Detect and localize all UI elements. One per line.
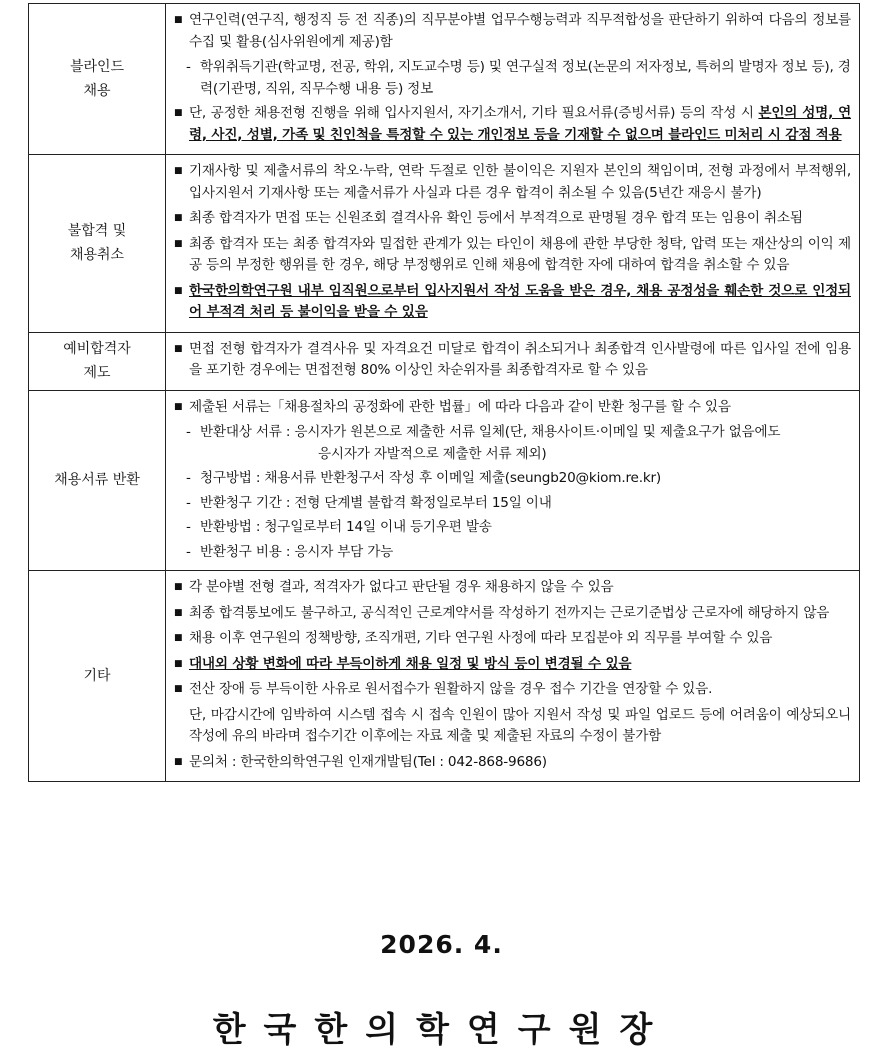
sub-item [174, 444, 851, 466]
bullet-item [174, 654, 851, 676]
section-content [166, 4, 860, 155]
emphasized-text: 한국한의학연구원 내부 임직원으로부터 입사지원서 작성 도움을 받은 경우, 채용 공정성을 훼손한 것으로 인정되어 부적격 처리 등 불이익을 받을 수 있음 [189, 282, 851, 320]
item-text: 각 분야별 전형 결과, 적격자가 없다고 판단될 경우 채용하지 않을 수 있음 [189, 579, 614, 595]
item-text: 청구방법 : 채용서류 반환청구서 작성 후 이메일 제출(seungb20@kiom.re.kr) [200, 470, 661, 486]
sub-item [174, 422, 851, 444]
item-text: 채용 이후 연구원의 정책방향, 조직개편, 기타 연구원 사정에 따라 모집분야 외 직무를 부여할 수 있음 [189, 630, 773, 646]
item-text: 문의처 : 한국한의학연구원 인재개발팀(Tel : 042-868-9686) [189, 753, 547, 770]
sub-item [174, 517, 851, 539]
item-text: 반환대상 서류 : 응시자가 원본으로 제출한 서류 일체(단, 채용사이트·이메일 및 제출요구가 없음에도 [200, 424, 781, 440]
item-text: 반환청구 비용 : 응시자 부담 가능 [200, 543, 394, 560]
section-label-text: 기타 [83, 668, 111, 684]
sub-item [174, 57, 851, 100]
section-label-text: 예비합격자 제도 [63, 341, 131, 381]
section-label-text: 채용서류 반환 [54, 472, 140, 489]
section-label [29, 332, 166, 390]
item-text: 최종 합격자가 면접 또는 신원조회 결격사유 확인 등에서 부적격으로 판명될 경우 합격 또는 임용이 취소됨 [189, 210, 803, 226]
bullet-item [174, 10, 851, 53]
item-text: 연구인력(연구직, 행정직 등 전 직종)의 직무분야별 업무수행능력과 직무적합성을 판단하기 위하여 다음의 정보를 수집 및 활용(심사위원에게 제공)함 [189, 12, 851, 50]
section-row [29, 155, 860, 333]
bullet-item [174, 281, 851, 324]
bullet-item [174, 234, 851, 277]
section-row [29, 4, 860, 155]
item-text: 전산 장애 등 부득이한 사유로 원서접수가 원활하지 않을 경우 접수 기간을 연장할 수 있음. [189, 681, 713, 697]
item-text: 최종 합격통보에도 불구하고, 공식적인 근로계약서를 작성하기 전까지는 근로기준법상 근로자에 해당하지 않음 [189, 604, 830, 621]
section-label [29, 571, 166, 782]
item-text: 학위취득기관(학교명, 전공, 학위, 지도교수명 등) 및 연구실적 정보(논문의 저자정보, 특허의 발명자 정보 등), 경력(기관명, 직위, 직무수행 내용 등) 정보 [200, 59, 851, 97]
bullet-item [174, 208, 851, 230]
item-text: 단, 마감시간에 임박하여 시스템 접속 시 접속 인원이 많아 지원서 작성 및 파일 업로드 등에 어려움이 예상되오니 작성에 유의 바라며 접수기간 이후에는 자료 제출 및 제출된 자료의 수정이 불가함 [189, 706, 851, 744]
sub-item [174, 493, 851, 515]
bullet-item [174, 103, 851, 146]
section-label [29, 390, 166, 571]
note-paragraph [174, 705, 851, 748]
section-content [166, 332, 860, 390]
sub-item [174, 542, 851, 564]
announcement-date: 2026. 4. [380, 930, 503, 959]
item-text: 기재사항 및 제출서류의 착오·누락, 연락 두절로 인한 불이익은 지원자 본인의 책임이며, 전형 과정에서 부적행위, 입사지원서 기재사항 또는 제출서류가 사실과 다른 경우 합격이 취소될 수 있음(5년간 재응시 불가) [189, 163, 851, 201]
item-text: 면접 전형 합격자가 결격사유 및 자격요건 미달로 합격이 취소되거나 최종합격 인사발령에 따른 입사일 전에 임용을 포기한 경우에는 면접전형 80% 이상인 차순위자를 최종합격자로 할 수 있음 [189, 340, 851, 378]
section-label [29, 4, 166, 155]
section-label-text: 불합격 및 채용취소 [67, 223, 127, 264]
section-row [29, 390, 860, 571]
item-text: 최종 합격자 또는 최종 합격자와 밀접한 관계가 있는 타인이 채용에 관한 부당한 청탁, 압력 또는 재산상의 이익 제공 등의 부정한 행위를 한 경우, 해당 부정행위로 인해 채용에 합격한 자에 대하여 합격을 취소할 수 있음 [189, 235, 851, 273]
section-content [166, 571, 860, 782]
section-content [166, 390, 860, 571]
bullet-item [174, 339, 851, 382]
bullet-item [174, 397, 851, 419]
item-text: 단, 공정한 채용전형 진행을 위해 입사지원서, 자기소개서, 기타 필요서류(증빙서류) 등의 작성 시 [189, 105, 759, 121]
notice-table [28, 3, 860, 782]
bullet-item [174, 628, 851, 650]
section-content [166, 155, 860, 333]
section-label [29, 155, 166, 333]
emphasized-text: 대내외 상황 변화에 따라 부득이하게 채용 일정 및 방식 등이 변경될 수 있음 [189, 655, 632, 672]
bullet-item [174, 752, 851, 774]
item-text: 제출된 서류는「채용절차의 공정화에 관한 법률」에 따라 다음과 같이 반환 청구를 할 수 있음 [189, 398, 731, 415]
bullet-item [174, 577, 851, 599]
bullet-item [174, 679, 851, 701]
section-label-text: 블라인드 채용 [69, 59, 125, 99]
issuer-name: 한국한의학연구원장 [212, 1010, 671, 1050]
bullet-item [174, 603, 851, 625]
item-text: 반환청구 기간 : 전형 단계별 불합격 확정일로부터 15일 이내 [200, 494, 552, 511]
section-row [29, 332, 860, 390]
item-text: 반환방법 : 청구일로부터 14일 이내 등기우편 발송 [200, 519, 492, 535]
item-text: 응시자가 자발적으로 제출한 서류 제외) [318, 445, 547, 462]
section-row [29, 571, 860, 782]
emphasized-text: 본인의 성명, 연령, 사진, 성별, 가족 및 친인척을 특정할 수 있는 개인정보 등을 기재할 수 없으며 블라인드 미처리 시 감점 적용 [189, 105, 852, 143]
bullet-item [174, 161, 851, 204]
sub-item [174, 468, 851, 490]
